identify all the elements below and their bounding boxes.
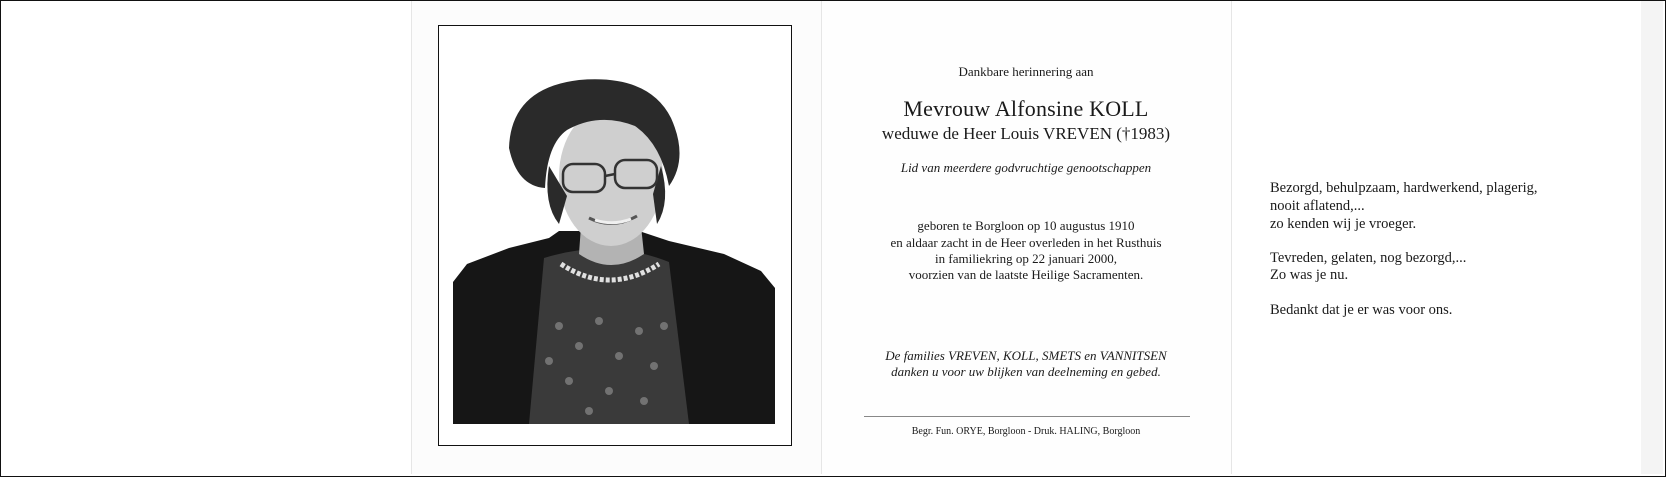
divider: [864, 416, 1190, 417]
printer-credit: Begr. Fun. ORYE, Borgloon - Druk. HALING, Borgloon: [911, 426, 1141, 437]
poem-line: Tevreden, gelaten, nog bezorgd,...: [1270, 250, 1467, 266]
poem-line: Zo was je nu.: [1270, 267, 1349, 283]
edge-strip: [1641, 1, 1663, 474]
membership-line: Lid van meerdere godvruchtige genootschappen: [900, 160, 1152, 175]
poem-panel: [1231, 1, 1641, 474]
thanks-line: danken u voor uw blijken van deelneming en gebed.: [891, 364, 1161, 379]
deceased-name: Mevrouw Alfonsine KOLL: [903, 96, 1149, 121]
poem-line: Bedankt dat je er was voor ons.: [1270, 302, 1453, 318]
life-line: in familiekring op 22 januari 2000,: [935, 251, 1117, 266]
thanks-line: De families VREVEN, KOLL, SMETS en VANNITSEN: [885, 348, 1167, 363]
poem-line: zo kenden wij je vroeger.: [1270, 216, 1417, 232]
life-line: en aldaar zacht in de Heer overleden in het Rusthuis: [890, 235, 1162, 250]
fold-line: [1231, 1, 1232, 474]
intro-text: Dankbare herinnering aan: [958, 64, 1094, 79]
widow-line: weduwe de Heer Louis VREVEN (†1983): [881, 124, 1171, 143]
life-line: geboren te Borgloon op 10 augustus 1910: [917, 218, 1135, 233]
portrait-photo-icon: [438, 25, 792, 446]
blank-left-panel: [1, 1, 411, 474]
poem-line: Bezorgd, behulpzaam, hardwerkend, plagerig,: [1270, 180, 1538, 196]
portrait-drawing: [439, 26, 790, 444]
life-line: voorzien van de laatste Heilige Sacramenten.: [908, 267, 1144, 282]
fold-line: [411, 1, 412, 474]
poem-line: nooit aflatend,...: [1270, 198, 1365, 214]
